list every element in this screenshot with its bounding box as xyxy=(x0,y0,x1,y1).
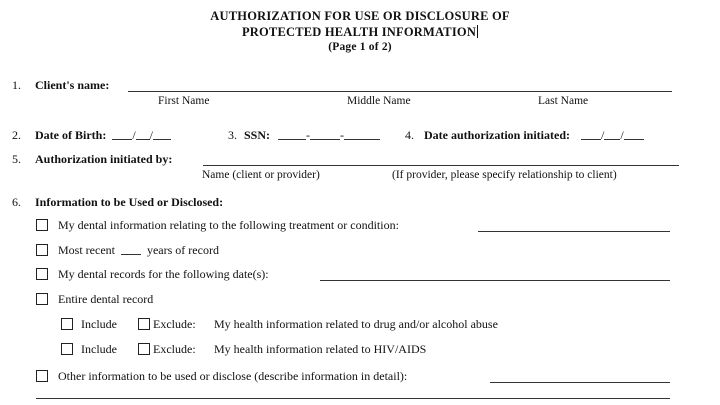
ssn-row xyxy=(244,128,380,143)
middle-name-caption: Middle Name xyxy=(347,95,411,107)
dob-slash-1: / xyxy=(132,128,136,142)
ssn-part2-field[interactable] xyxy=(310,128,340,140)
dob-day-field[interactable] xyxy=(136,128,150,140)
recent-years-label-a: Most recent xyxy=(58,243,115,257)
item-number-5: 5. xyxy=(12,152,21,166)
dates-option-label: My dental records for the following date(s): xyxy=(58,267,269,281)
dob-row xyxy=(35,128,171,143)
item-number-1: 1. xyxy=(12,78,21,92)
item-number-2: 2. xyxy=(12,128,21,142)
dob-year-field[interactable] xyxy=(153,128,171,140)
initiated-by-field[interactable] xyxy=(203,165,679,166)
auth-date-label: Date authorization initiated: xyxy=(424,128,570,142)
hiv-include-checkbox[interactable] xyxy=(61,343,73,355)
entire-record-label: Entire dental record xyxy=(58,292,154,306)
client-name-field[interactable] xyxy=(128,91,672,92)
auth-day-field[interactable] xyxy=(604,128,620,140)
drug-alcohol-text: My health information related to drug and/or alcohol abuse xyxy=(214,317,498,331)
auth-year-field[interactable] xyxy=(624,128,644,140)
client-name-label: Client's name: xyxy=(35,78,110,92)
ssn-label: SSN: xyxy=(244,128,271,142)
dob-slash-2: / xyxy=(149,128,154,142)
ssn-dash-1: - xyxy=(306,128,311,142)
initiated-by-label: Authorization initiated by: xyxy=(35,152,173,166)
drug-exclude-checkbox[interactable] xyxy=(138,318,150,330)
other-info-field[interactable] xyxy=(490,382,670,383)
hiv-exclude-checkbox[interactable] xyxy=(138,343,150,355)
other-info-label: Other information to be used or disclose (describe information in detail): xyxy=(58,369,408,383)
dates-field[interactable] xyxy=(320,280,670,281)
text-cursor xyxy=(477,25,478,38)
item-number-6: 6. xyxy=(12,195,21,209)
dob-month-field[interactable] xyxy=(112,128,132,140)
page-indicator: (Page 1 of 2) xyxy=(328,41,392,53)
drug-exclude-label: Exclude: xyxy=(153,317,196,331)
form-title-line2 xyxy=(0,25,720,40)
item-number-4: 4. xyxy=(405,128,414,142)
other-info-field-line2[interactable] xyxy=(36,398,670,399)
other-info-checkbox[interactable] xyxy=(36,370,48,382)
name-caption: Name (client or provider) xyxy=(202,169,320,181)
first-name-caption: First Name xyxy=(158,95,210,107)
hiv-exclude-label: Exclude: xyxy=(153,342,196,356)
treatment-option-label: My dental information relating to the following treatment or condition: xyxy=(58,218,399,232)
ssn-part3-field[interactable] xyxy=(344,128,380,140)
auth-slash-2: / xyxy=(620,128,624,142)
recent-years-checkbox[interactable] xyxy=(36,244,48,256)
recent-years-field[interactable] xyxy=(121,243,141,255)
auth-date-row xyxy=(424,128,644,143)
auth-month-field[interactable] xyxy=(581,128,601,140)
last-name-caption: Last Name xyxy=(538,95,589,107)
form-title-line1: AUTHORIZATION FOR USE OR DISCLOSURE OF xyxy=(210,9,510,23)
recent-years-label-b: years of record xyxy=(146,243,219,257)
dates-checkbox[interactable] xyxy=(36,268,48,280)
entire-record-checkbox[interactable] xyxy=(36,293,48,305)
treatment-field[interactable] xyxy=(478,231,670,232)
info-used-heading xyxy=(35,195,223,210)
hiv-aids-text: My health information related to HIV/AIDS xyxy=(214,342,427,356)
info-used-label: Information to be Used or Disclosed: xyxy=(35,195,224,209)
dob-label: Date of Birth: xyxy=(35,128,107,142)
relationship-caption: (If provider, please specify relationship to client) xyxy=(392,169,617,181)
item-number-3: 3. xyxy=(228,128,237,142)
ssn-dash-2: - xyxy=(340,128,345,142)
drug-include-label: Include xyxy=(81,317,117,331)
ssn-part1-field[interactable] xyxy=(278,128,306,140)
drug-include-checkbox[interactable] xyxy=(61,318,73,330)
treatment-checkbox[interactable] xyxy=(36,219,48,231)
auth-slash-1: / xyxy=(601,128,605,142)
recent-years-row xyxy=(58,243,219,258)
form-title-line2-text: PROTECTED HEALTH INFORMATION xyxy=(241,25,477,39)
hiv-include-label: Include xyxy=(81,342,117,356)
